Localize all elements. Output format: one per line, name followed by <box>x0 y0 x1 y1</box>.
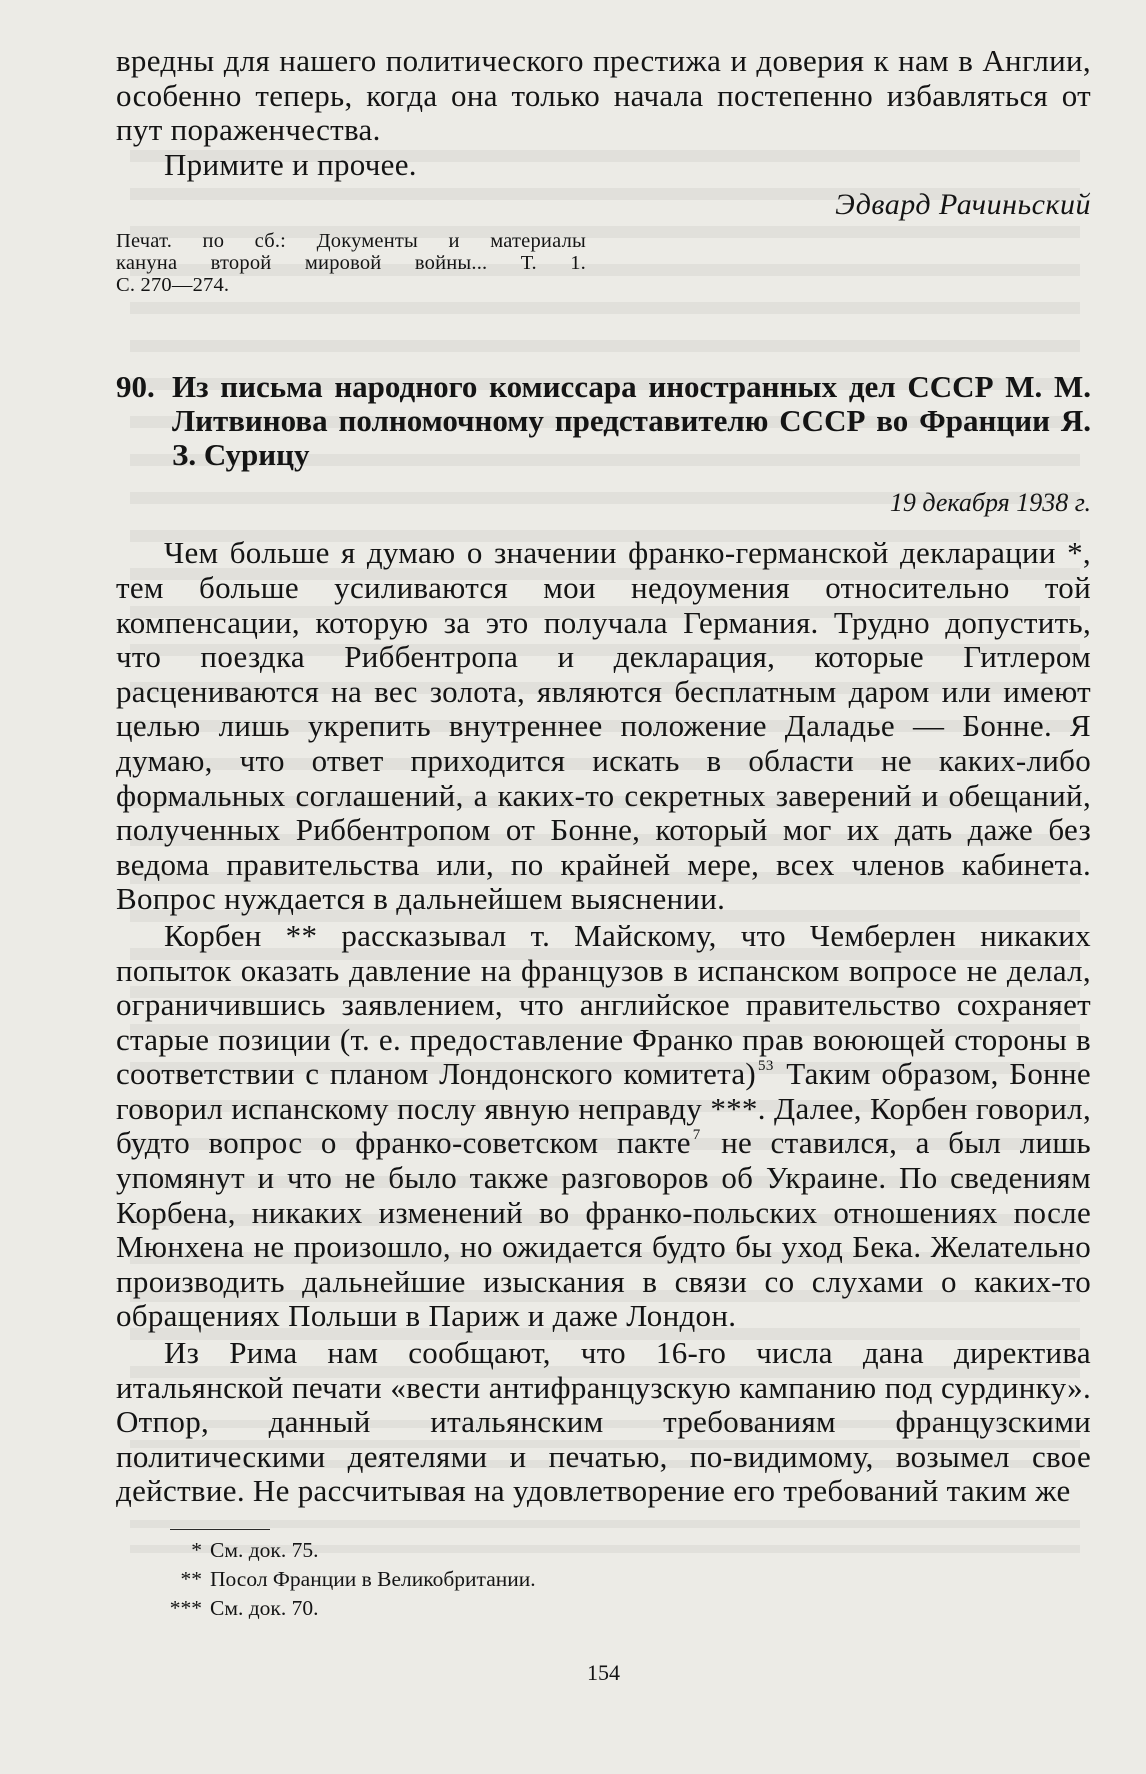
document-number: 90. <box>116 369 155 405</box>
footnote-mark: * <box>191 1538 202 1562</box>
page-number: 154 <box>587 1660 620 1685</box>
endnote-reference: 53 <box>758 1058 774 1075</box>
letter-paragraph-1 <box>116 536 1091 917</box>
paragraph-text: Чем больше я думаю о значении франко-германской декларации *, тем больше усиливаются мои недоумения относительно той компенсации, которую за это получала Германия. Трудно допустить, что поездка Риббентропа и декларация, которые Гитлером расцениваются на вес золота, являются бесплатным даром или имеют целью лишь укрепить внутреннее положение Даладье — Бонне. Я думаю, что ответ приходится искать в области не каких-либо формальных соглашений, а каких-то секретных заверений и обещаний, полученных Риббентропом от Бонне, который мог их дать даже без ведома правительства или, по крайней мере, всех членов кабинета. Вопрос нуждается в дальнейшем выяснении. <box>116 535 1091 917</box>
paragraph-text: Таким образом, Бонне говорил испанскому послу явную неправду ***. Далее, Корбен говорил, будто вопрос о франко-советском пакте <box>116 1056 1091 1161</box>
paragraph-text: не ставился, а был лишь упомянут и что не было также разговоров об Украине. По сведениям Корбена, никаких изменений во франко-польских отношениях после Мюнхена не произошло, но ожидается будто бы уход Бека. Желательно производить дальнейшие изыскания в связи со слухами о каких-то обращениях Польши в Париж и даже Лондон. <box>116 1125 1091 1334</box>
document-date: 19 декабря 1938 г. <box>889 488 1091 518</box>
document-90 <box>116 370 1091 1509</box>
footnote-mark: ** <box>180 1567 202 1591</box>
document-heading <box>116 370 1091 472</box>
footnote <box>116 1594 1091 1623</box>
footnote <box>116 1565 1091 1594</box>
signature: Эдвард Рачиньский <box>835 188 1091 222</box>
previous-document-ending <box>116 44 1091 296</box>
footnote-mark: *** <box>169 1596 202 1620</box>
footnote-text: См. док. 70. <box>210 1596 319 1620</box>
footnotes <box>116 1536 1091 1623</box>
endnote-reference: 7 <box>692 1127 701 1144</box>
footnote-text: См. док. 75. <box>210 1538 319 1562</box>
footnote <box>116 1536 1091 1565</box>
letter-paragraph-2 <box>116 919 1091 1334</box>
document-title: Из письма народного комиссара иностранных дел СССР М. М. Литвинова полномочному представителю СССР во Франции Я. З. Сурицу <box>172 369 1091 473</box>
footnote-text: Посол Франции в Великобритании. <box>210 1567 536 1591</box>
footnote-divider <box>170 1529 270 1530</box>
source-line: С. 270—274. <box>116 274 230 297</box>
paragraph-text: Корбен ** рассказывал т. Майскому, что Чемберлен никаких попыток оказать давление на французов в испанском вопросе не делал, ограничившись заявлением, что английское правительство сохраняет старые позиции (т. е. предоставление Франко прав воюющей стороны в соответствии с планом Лондонского комитета) <box>116 917 1091 1092</box>
publication-source <box>116 230 586 296</box>
paragraph-text: Из Рима нам сообщают, что 16-го числа дана директива итальянской печати «вести антифранцузскую кампанию под сурдинку». Отпор, данный итальянским требованиям французскими политическими деятелями и печатью, по-видимому, возымел свое действие. Не рассчитывая на удовлетворение его требований таким же <box>116 1335 1091 1509</box>
letter-paragraph-3 <box>116 1336 1091 1509</box>
letter-body <box>116 536 1091 1509</box>
closing-formula: Примите и прочее. <box>164 146 417 182</box>
source-line: кануна второй мировой войны... Т. 1. <box>116 252 586 275</box>
book-page <box>116 44 1091 1744</box>
previous-document-tail-paragraph: вредны для нашего политического престижа и доверия к нам в Англии, особенно теперь, когда она только начала постепенно избавляться от пут пораженчества. <box>116 43 1091 148</box>
source-line: Печат. по сб.: Документы и материалы <box>116 230 586 253</box>
